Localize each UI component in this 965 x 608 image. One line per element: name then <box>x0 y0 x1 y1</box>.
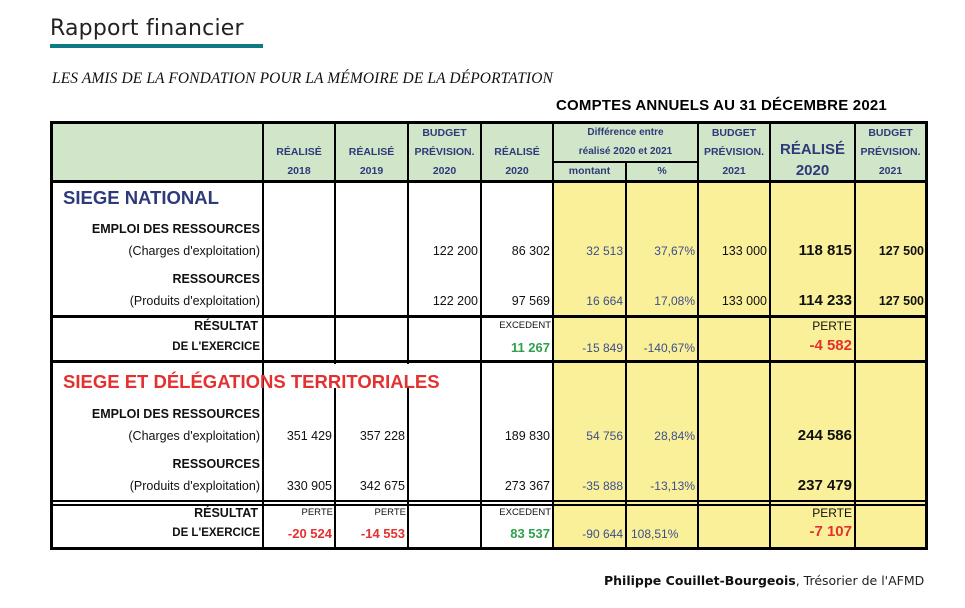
row-label-ressources: RESSOURCES <box>172 457 260 471</box>
sd-charges-pct: 28,84% <box>654 429 695 443</box>
sd-resultat-r2018-tag: PERTE <box>301 507 333 518</box>
header-year: 2021 <box>722 165 746 177</box>
header-realise-2019 <box>336 143 407 181</box>
header-difference <box>554 123 697 161</box>
sn-resultat-montant: -15 849 <box>582 341 623 355</box>
sn-produits-pct: 17,08% <box>654 294 695 308</box>
sn-resultat-r2020-tag: EXCEDENT <box>499 320 551 331</box>
sn-resultat-pct: -140,67% <box>643 341 695 355</box>
row-label-emploi: EMPLOI DES RESSOURCES <box>91 222 260 236</box>
sd-resultat-r2020-tag: EXCEDENT <box>499 507 551 518</box>
header-budget-2021-b <box>856 124 925 181</box>
header-label: BUDGET <box>868 127 913 139</box>
col-divider <box>697 121 699 550</box>
header-label: BUDGET <box>711 127 757 139</box>
header-year: 2020 <box>432 165 457 177</box>
row-label-produits: (Produits d'exploitation) <box>129 294 260 308</box>
sd-resultat-montant: -90 644 <box>582 527 623 541</box>
row-label-charges: (Charges d'exploitation) <box>128 244 260 258</box>
header-label: RÉALISÉ <box>276 146 322 158</box>
sd-charges-montant: 54 756 <box>586 429 623 443</box>
border-top <box>50 121 928 124</box>
section-divider <box>50 360 928 363</box>
header-year: 2020 <box>795 162 830 179</box>
sd-charges-r2020: 189 830 <box>504 429 550 443</box>
treasurer-role: , Trésorier de l'AFMD <box>795 573 925 588</box>
header-realise-2020-main <box>771 139 854 181</box>
sn-charges-montant: 32 513 <box>586 244 623 258</box>
border-right <box>925 121 928 550</box>
sn-charges-bp2021: 133 000 <box>721 244 767 258</box>
sn-produits-montant: 16 664 <box>586 294 623 308</box>
sd-produits-pct: -13,13% <box>650 479 695 493</box>
sn-exercice-label: DE L'EXERCICE <box>172 341 260 353</box>
header-montant: montant <box>568 165 611 177</box>
sd-exercice-label: DE L'EXERCICE <box>172 527 260 539</box>
sd-produits-r2018: 330 905 <box>286 479 332 493</box>
header-label: PRÉVISION. <box>860 146 921 158</box>
sd-resultat-r2020: 83 537 <box>510 526 550 541</box>
sn-resultat-realise: -4 582 <box>809 337 852 354</box>
sn-resultat-realise-tag: PERTE <box>812 319 852 333</box>
header-label: PRÉVISION. <box>703 146 765 158</box>
sn-charges-pct: 37,67% <box>654 244 695 258</box>
col-divider <box>854 121 856 550</box>
sd-charges-r2019: 357 228 <box>359 429 405 443</box>
header-label: RÉALISÉ <box>348 146 395 158</box>
header-label: RÉALISÉ <box>779 141 845 158</box>
col-divider <box>407 121 409 550</box>
header-label: BUDGET <box>422 127 467 139</box>
sn-charges-bp2021b: 127 500 <box>878 244 924 258</box>
sd-resultat-r2019: -14 553 <box>360 526 405 541</box>
row-label-charges: (Charges d'exploitation) <box>128 429 260 443</box>
sn-charges-r2020: 86 302 <box>511 244 550 258</box>
header-year: 2021 <box>878 165 903 177</box>
header-label: RÉALISÉ <box>494 146 540 158</box>
header-label: PRÉVISION. <box>414 146 475 158</box>
sd-charges-r2018: 351 429 <box>286 429 332 443</box>
row-label-ressources: RESSOURCES <box>172 272 260 286</box>
sd-resultat-realise: -7 107 <box>809 523 852 540</box>
sd-produits-r2019: 342 675 <box>359 479 405 493</box>
sd-resultat-r2018: -20 524 <box>287 526 332 541</box>
header-budget-2020 <box>409 124 480 181</box>
sn-charges-realise: 118 815 <box>798 242 852 259</box>
sd-charges-realise: 244 586 <box>797 427 852 444</box>
header-label: réalisé 2020 et 2021 <box>578 146 673 157</box>
sn-charges-bp2020: 122 200 <box>432 244 478 258</box>
page-title: Rapport financier <box>50 16 244 41</box>
sn-produits-r2020: 97 569 <box>511 294 550 308</box>
border-bottom <box>50 547 928 550</box>
sd-produits-r2020: 273 367 <box>504 479 550 493</box>
signature <box>604 573 924 588</box>
treasurer-name: Philippe Couillet-Bourgeois <box>604 573 796 588</box>
sn-produits-realise: 114 233 <box>798 292 852 309</box>
sd-resultat-pct: 108,51% <box>631 527 679 541</box>
sn-produits-bp2021b: 127 500 <box>878 294 924 308</box>
header-budget-2021 <box>699 124 769 181</box>
header-year: 2018 <box>287 165 311 177</box>
header-realise-2018 <box>264 143 334 181</box>
section-title-siege-delegations: SIEGE ET DÉLÉGATIONS TERRITORIALES <box>63 371 440 392</box>
header-year: 2020 <box>505 165 529 177</box>
yellow-columns-background <box>553 181 928 550</box>
sd-resultat-r2019-tag: PERTE <box>374 507 406 518</box>
section-title-siege-national: SIEGE NATIONAL <box>63 187 219 208</box>
sd-produits-montant: -35 888 <box>582 479 623 493</box>
sd-produits-realise: 237 479 <box>797 477 852 494</box>
row-label-produits: (Produits d'exploitation) <box>129 479 260 493</box>
title-underline <box>50 44 263 48</box>
row-label-emploi: EMPLOI DES RESSOURCES <box>91 407 260 421</box>
financial-table <box>50 121 928 550</box>
comptes-title: COMPTES ANNUELS AU 31 DÉCEMBRE 2021 <box>556 97 887 114</box>
section-divider <box>50 500 928 502</box>
sn-resultat-label: RÉSULTAT <box>194 319 258 333</box>
header-percent: % <box>657 165 667 177</box>
header-label: Différence entre <box>587 127 664 138</box>
section-divider <box>50 315 928 318</box>
sd-resultat-realise-tag: PERTE <box>812 506 852 520</box>
sn-produits-bp2021: 133 000 <box>721 294 767 308</box>
header-realise-2020 <box>482 143 552 181</box>
sn-resultat-r2020: 11 267 <box>510 340 550 355</box>
organization-subtitle: LES AMIS DE LA FONDATION POUR LA MÉMOIRE DE LA DÉPORTATION <box>52 70 553 87</box>
header-year: 2019 <box>359 165 384 177</box>
sn-produits-bp2020: 122 200 <box>432 294 478 308</box>
sd-resultat-label: RÉSULTAT <box>194 506 258 520</box>
